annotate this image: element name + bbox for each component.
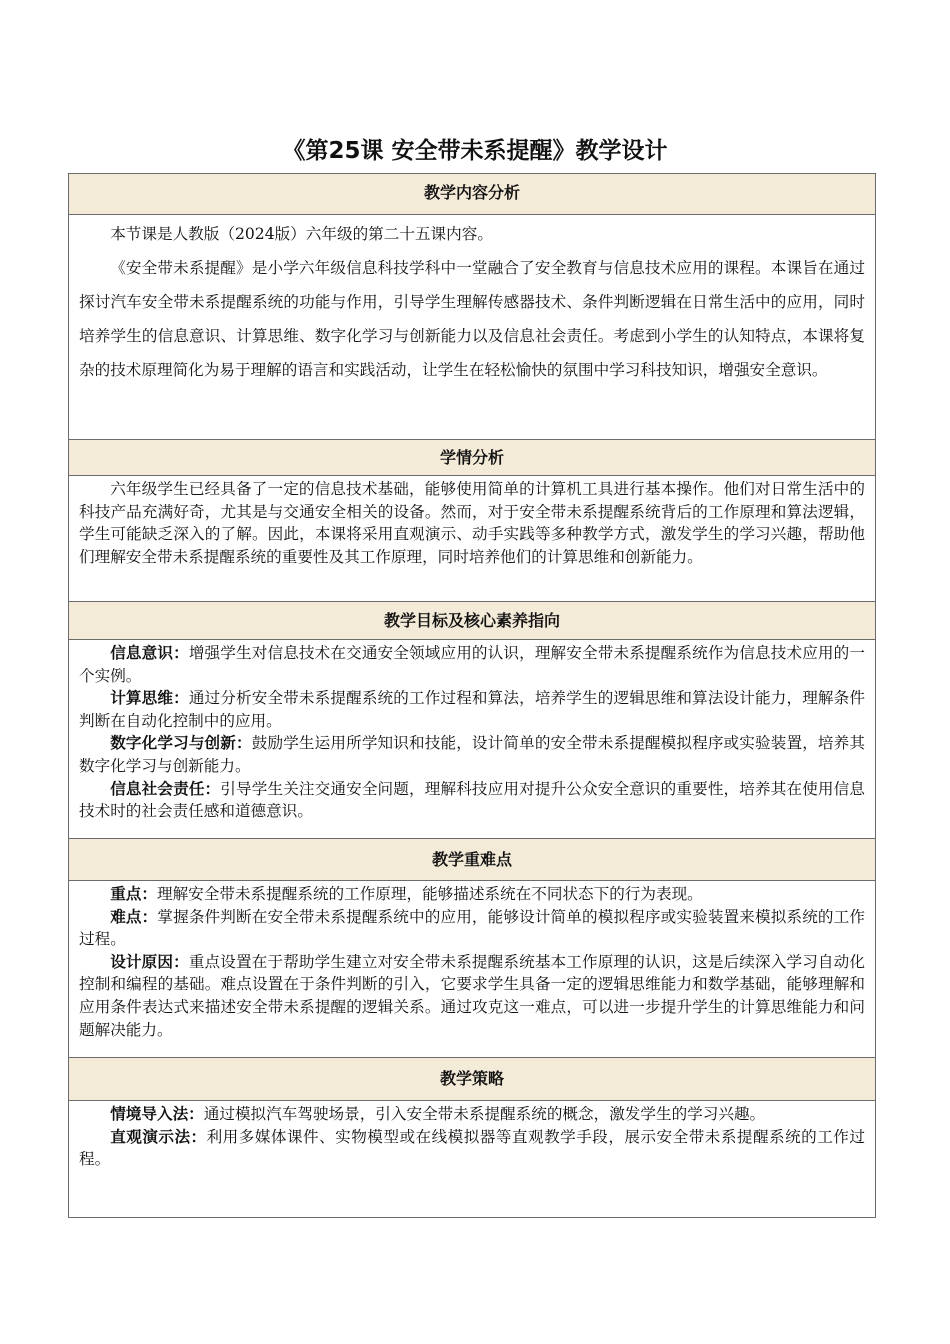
key-point-text: 重点设置在于帮助学生建立对安全带未系提醒系统基本工作原理的认识，这是后续深入学习自动化控制和编程的基础。难点设置在于条件判断的引入，它要求学生具备一定的逻辑思维能力和数学基础，能够理解和应用条件表达式来描述安全带未系提醒的逻辑关系。通过攻克这一难点，可以进一步提升学生的计算思维能力和问题解决能力。 xyxy=(79,952,865,1039)
strategy-term: 直观演示法： xyxy=(110,1127,207,1146)
strategy-item xyxy=(79,1126,865,1171)
key-point-text: 理解安全带未系提醒系统的工作原理，能够描述系统在不同状态下的行为表现。 xyxy=(156,885,703,903)
objective-term: 计算思维： xyxy=(110,689,189,708)
content-analysis-paragraph: 本节课是人教版（2024版）六年级的第二十五课内容。 xyxy=(110,225,493,243)
key-points-body xyxy=(69,880,875,1057)
key-point-term: 设计原因： xyxy=(110,952,189,971)
content-analysis-body xyxy=(69,214,875,439)
strategy-item xyxy=(79,1103,865,1126)
objective-text: 增强学生对信息技术在交通安全领域应用的认识，理解安全带未系提醒系统作为信息技术应用的一个实例。 xyxy=(79,644,865,685)
objective-text: 引导学生关注交通安全问题，理解科技应用对提升公众安全意识的重要性，培养其在使用信息技术时的社会责任感和道德意识。 xyxy=(79,779,865,821)
key-point-item xyxy=(79,951,865,1041)
objective-term: 数字化学习与创新： xyxy=(110,734,252,753)
learner-analysis-paragraph: 六年级学生已经具备了一定的信息技术基础，能够使用简单的计算机工具进行基本操作。他们对日常生活中的科技产品充满好奇，尤其是与交通安全相关的设备。然而，对于安全带未系提醒系统背后的工作原理和算法逻辑，学生可能缺乏深入的了解。因此，本课将采用直观演示、动手实践等多种教学方式，激发学生的学习兴趣，帮助他们理解安全带未系提醒系统的重要性及其工作原理，同时培养他们的计算思维和创新能力。 xyxy=(79,480,865,566)
content-analysis-header: 教学内容分析 xyxy=(69,174,875,214)
strategy-text: 通过模拟汽车驾驶场景，引入安全带未系提醒系统的概念，激发学生的学习兴趣。 xyxy=(203,1105,766,1123)
strategies-header: 教学策略 xyxy=(69,1057,875,1100)
objective-term: 信息意识： xyxy=(110,644,189,662)
key-point-term: 重点： xyxy=(110,885,157,903)
key-points-header: 教学重难点 xyxy=(69,838,875,880)
objective-item xyxy=(79,732,865,777)
learner-analysis-body xyxy=(69,475,875,601)
objective-item xyxy=(79,778,865,823)
objective-item xyxy=(79,642,865,687)
lesson-plan-table xyxy=(68,173,876,1218)
content-analysis-paragraph: 《安全带未系提醒》是小学六年级信息科技学科中一堂融合了安全教育与信息技术应用的课程。本课旨在通过探讨汽车安全带未系提醒系统的功能与作用，引导学生理解传感器技术、条件判断逻辑在日常生活中的应用，同时培养学生的信息意识、计算思维、数字化学习与创新能力以及信息社会责任。考虑到小学生的认知特点，本课将复杂的技术原理简化为易于理解的语言和实践活动，让学生在轻松愉快的氛围中学习科技知识，增强安全意识。 xyxy=(79,259,865,379)
strategy-term: 情境导入法： xyxy=(110,1105,204,1123)
strategy-text: 利用多媒体课件、实物模型或在线模拟器等直观教学手段，展示安全带未系提醒系统的工作过程。 xyxy=(79,1127,865,1169)
key-point-term: 难点： xyxy=(110,907,158,926)
objective-term: 信息社会责任： xyxy=(110,779,221,798)
key-point-item xyxy=(79,906,865,951)
objectives-header: 教学目标及核心素养指向 xyxy=(69,601,875,639)
strategies-body xyxy=(69,1100,875,1217)
objective-text: 鼓励学生运用所学知识和技能，设计简单的安全带未系提醒模拟程序或实验装置，培养其数字化学习与创新能力。 xyxy=(79,734,865,775)
learner-analysis-header: 学情分析 xyxy=(69,439,875,475)
objective-item xyxy=(79,687,865,732)
objectives-body xyxy=(69,639,875,838)
document-title: 《第25课 安全带未系提醒》教学设计 xyxy=(282,138,668,164)
objective-text: 通过分析安全带未系提醒系统的工作过程和算法，培养学生的逻辑思维和算法设计能力，理解条件判断在自动化控制中的应用。 xyxy=(79,689,865,730)
key-point-text: 掌握条件判断在安全带未系提醒系统中的应用，能够设计简单的模拟程序或实验装置来模拟系统的工作过程。 xyxy=(79,907,865,949)
key-point-item xyxy=(79,883,865,906)
